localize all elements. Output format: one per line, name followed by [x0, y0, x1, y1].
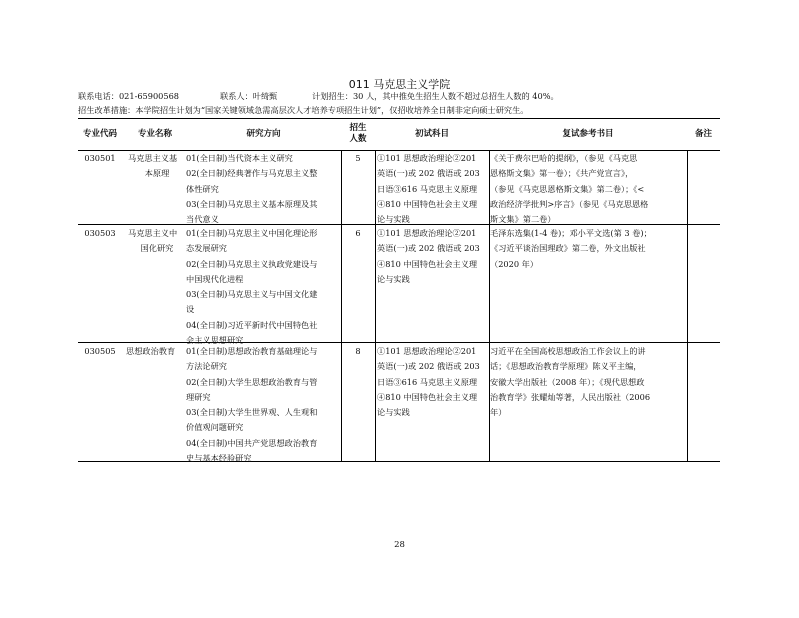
exam-subjects [377, 226, 489, 287]
contact-phone: 联系电话：021-65900568 [78, 91, 180, 101]
enrollment-count: 6 [355, 228, 361, 238]
text-line: ④810 中国特色社会主义理 [377, 258, 478, 269]
text-line: 话；《思想政治教育学原理》陈义平主编， [490, 361, 642, 372]
text-line: ①101 思想政治理论②201 [377, 153, 477, 163]
text-line: 论与实践 [377, 273, 410, 284]
text-line: 价值观问题研究 [186, 422, 244, 433]
header-enrollment [341, 120, 375, 148]
col-divider [341, 150, 342, 462]
text-line: 论与实践 [377, 214, 410, 225]
text-line: ①101 思想政治理论②201 [377, 228, 477, 238]
text-line: 03(全日制)大学生世界观、人生观和 [186, 407, 318, 418]
reference-books [490, 226, 687, 272]
text-line: 英语(一)或 202 俄语或 203 [377, 243, 480, 254]
enrollment-count: 8 [355, 346, 361, 356]
col-divider [687, 150, 688, 462]
header-note: 备注 [694, 128, 712, 139]
header-enrollment-line1: 招生 [349, 123, 367, 133]
enrollment-plan: 计划招生：30 人，其中推免生招生人数不超过总招生人数的 40%。 [312, 91, 559, 101]
major-name [128, 151, 186, 182]
text-line: 论与实践 [377, 407, 410, 418]
text-line: （参见《马克思恩格斯文集》第二卷）；《< [490, 183, 645, 194]
text-line: （2020 年） [490, 258, 539, 269]
text-line: ①101 思想政治理论②201 [377, 346, 477, 356]
text-line: 04(全日制)中国共产党思想政治教育 [186, 437, 318, 448]
text-line: 英语(一)或 202 俄语或 203 [377, 168, 480, 179]
text-line: 态发展研究 [186, 243, 227, 254]
major-name [126, 344, 186, 359]
text-line: 02(全日制)大学生思想政治教育与管 [186, 376, 318, 387]
reform-note: 招生改革措施：本学院招生计划为“国家关键领域急需高层次人才培养专项招生计划”，仅招收培养全日制非定向硕士研究生。 [78, 105, 529, 115]
text-line: 01(全日制)当代资本主义研究 [186, 153, 293, 163]
contact-person: 联系人：叶绮甄 [220, 91, 278, 101]
text-line: 习近平在全国高校思想政治工作会议上的讲 [490, 346, 646, 356]
header-books: 复试参考书目 [562, 128, 614, 139]
text-line: ④810 中国特色社会主义理 [377, 198, 478, 209]
text-line: 安徽大学出版社（2008 年）；《现代思想政 [490, 376, 645, 387]
major-code: 030501 [84, 153, 116, 163]
text-line: 《习近平谈治国理政》第二卷，外文出版社 [490, 243, 646, 254]
major-code: 030505 [84, 346, 116, 356]
text-line: 《关于费尔巴哈的提纲》，（参见《马克思 [490, 153, 638, 163]
reference-books [490, 344, 687, 420]
research-directions [186, 344, 341, 466]
text-line: 理研究 [186, 391, 211, 402]
text-line: 03(全日制)马克思主义基本原理及其 [186, 198, 318, 209]
text-line: 毛泽东选集(1-4 卷)；邓小平文选(第 3 卷)； [490, 228, 652, 238]
text-line: 马克思主义基 [128, 153, 178, 163]
text-line: 方法论研究 [186, 361, 227, 372]
text-line: 英语(一)或 202 俄语或 203 [377, 361, 480, 372]
text-line: 01(全日制)马克思主义中国化理论形 [186, 228, 318, 238]
contact-line [78, 90, 559, 102]
major-name [128, 226, 186, 257]
header-code: 专业代码 [82, 128, 117, 139]
text-line: 斯文集》第二卷） [490, 214, 556, 225]
text-line: 治教育学》张耀灿等著，人民出版社（2006 [490, 391, 651, 402]
row-divider [78, 342, 720, 343]
text-line: 日语③616 马克思主义原理 [377, 376, 478, 387]
text-line: 思想政治教育 [126, 346, 176, 356]
text-line: 恩格斯文集》第一卷）；《共产党宣言》， [490, 168, 634, 179]
header-enrollment-line2: 人数 [349, 134, 367, 144]
text-line: 政治经济学批判>序言》（参见《马克思恩格 [490, 198, 649, 209]
enrollment-count: 5 [355, 153, 361, 163]
reference-books [490, 151, 687, 227]
research-directions [186, 226, 341, 348]
page-number: 28 [394, 540, 405, 550]
table-bottom-rule [78, 461, 720, 462]
text-line: 史与基本经验研究 [186, 453, 252, 464]
text-line: 04(全日制)习近平新时代中国特色社 [186, 319, 318, 330]
text-line: ④810 中国特色社会主义理 [377, 391, 478, 402]
table-top-rule [78, 118, 720, 119]
text-line: 日语③616 马克思主义原理 [377, 183, 478, 194]
text-line: 当代意义 [186, 214, 219, 225]
exam-subjects [377, 344, 489, 420]
header-name: 专业名称 [137, 128, 172, 139]
header-direction: 研究方向 [246, 128, 281, 139]
text-line: 马克思主义中 [128, 228, 178, 238]
text-line: 02(全日制)马克思主义执政党建设与 [186, 258, 318, 269]
text-line: 03(全日制)马克思主义与中国文化建 [186, 289, 318, 300]
text-line: 年） [490, 407, 507, 418]
exam-subjects [377, 151, 489, 227]
text-line: 本原理 [144, 168, 170, 179]
text-line: 设 [186, 304, 195, 315]
text-line: 国化研究 [140, 243, 174, 254]
col-divider [375, 150, 376, 462]
research-directions [186, 151, 341, 227]
text-line: 会主义思想研究 [186, 335, 244, 346]
header-exam: 初试科目 [414, 128, 449, 139]
major-code: 030503 [84, 228, 116, 238]
text-line: 中国现代化进程 [186, 273, 244, 284]
page-title: 011 马克思主义学院 [348, 78, 451, 91]
text-line: 体性研究 [186, 183, 219, 194]
text-line: 02(全日制)经典著作与马克思主义整 [186, 168, 318, 179]
text-line: 01(全日制)思想政治教育基础理论与 [186, 346, 318, 356]
